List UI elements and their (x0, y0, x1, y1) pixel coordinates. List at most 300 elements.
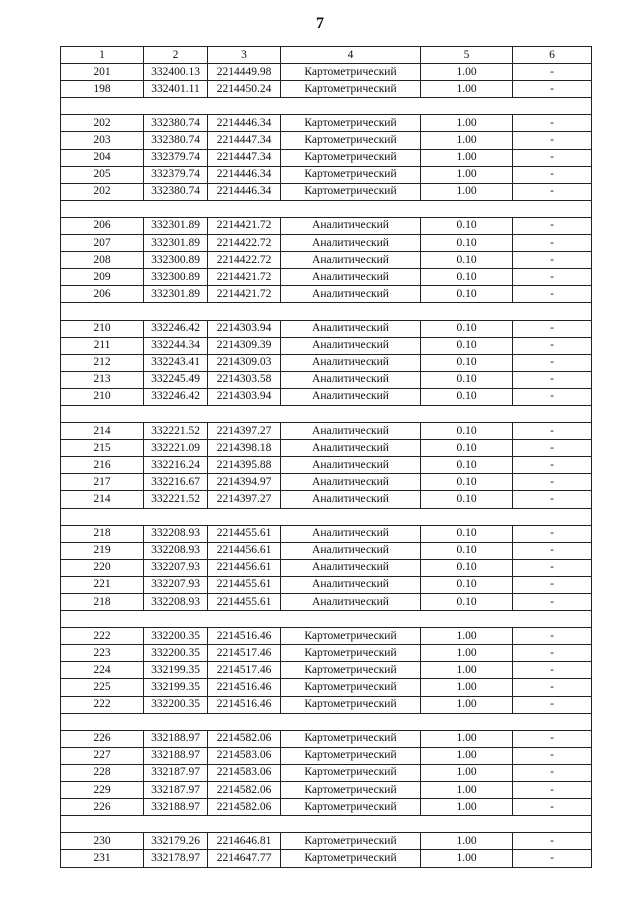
cell-point-number: 210 (61, 388, 144, 405)
cell-x-coordinate: 332199.35 (144, 662, 208, 679)
table-row (61, 64, 592, 81)
cell-note: - (513, 645, 592, 662)
table-row (61, 525, 592, 542)
cell-x-coordinate: 332221.09 (144, 440, 208, 457)
table-row (61, 576, 592, 593)
cell-point-number: 204 (61, 149, 144, 166)
cell-method: Аналитический (281, 457, 421, 474)
cell-y-coordinate (208, 611, 281, 628)
cell-point-number: 206 (61, 217, 144, 234)
table-row (61, 491, 592, 508)
cell-accuracy: 0.10 (421, 576, 513, 593)
cell-y-coordinate: 2214582.06 (208, 782, 281, 799)
cell-accuracy (421, 303, 513, 320)
cell-point-number: 214 (61, 491, 144, 508)
cell-accuracy (421, 713, 513, 730)
cell-y-coordinate (208, 713, 281, 730)
cell-point-number: 223 (61, 645, 144, 662)
cell-x-coordinate: 332246.42 (144, 320, 208, 337)
cell-x-coordinate: 332208.93 (144, 594, 208, 611)
cell-note (513, 508, 592, 525)
cell-method: Картометрический (281, 730, 421, 747)
cell-point-number (61, 98, 144, 115)
cell-point-number: 227 (61, 747, 144, 764)
cell-point-number: 216 (61, 457, 144, 474)
cell-y-coordinate: 2214450.24 (208, 81, 281, 98)
cell-note: - (513, 594, 592, 611)
cell-method: Аналитический (281, 354, 421, 371)
cell-method: Аналитический (281, 371, 421, 388)
cell-y-coordinate: 2214398.18 (208, 440, 281, 457)
cell-x-coordinate: 332208.93 (144, 525, 208, 542)
cell-note: - (513, 423, 592, 440)
cell-note: - (513, 217, 592, 234)
cell-point-number: 210 (61, 320, 144, 337)
cell-accuracy: 0.10 (421, 252, 513, 269)
cell-point-number: 202 (61, 183, 144, 200)
cell-method: Аналитический (281, 388, 421, 405)
cell-accuracy: 0.10 (421, 559, 513, 576)
cell-point-number (61, 405, 144, 422)
table-row (61, 371, 592, 388)
cell-point-number (61, 508, 144, 525)
cell-x-coordinate: 332207.93 (144, 559, 208, 576)
cell-method: Аналитический (281, 320, 421, 337)
cell-accuracy: 0.10 (421, 491, 513, 508)
cell-x-coordinate: 332245.49 (144, 371, 208, 388)
cell-y-coordinate (208, 98, 281, 115)
cell-method: Картометрический (281, 115, 421, 132)
table-row (61, 696, 592, 713)
cell-point-number: 205 (61, 166, 144, 183)
cell-x-coordinate: 332301.89 (144, 235, 208, 252)
cell-x-coordinate: 332179.26 (144, 833, 208, 850)
cell-accuracy: 1.00 (421, 183, 513, 200)
cell-accuracy: 1.00 (421, 764, 513, 781)
cell-method: Аналитический (281, 576, 421, 593)
cell-point-number: 230 (61, 833, 144, 850)
table-row (61, 747, 592, 764)
cell-y-coordinate: 2214517.46 (208, 645, 281, 662)
table-separator-row (61, 508, 592, 525)
cell-y-coordinate (208, 200, 281, 217)
cell-accuracy: 0.10 (421, 440, 513, 457)
cell-method: Картометрический (281, 645, 421, 662)
cell-y-coordinate: 2214647.77 (208, 850, 281, 867)
cell-note (513, 713, 592, 730)
header-cell-col2: 2 (144, 47, 208, 64)
cell-note: - (513, 782, 592, 799)
cell-note (513, 405, 592, 422)
cell-accuracy: 0.10 (421, 388, 513, 405)
cell-note: - (513, 337, 592, 354)
cell-note: - (513, 628, 592, 645)
cell-accuracy: 1.00 (421, 662, 513, 679)
cell-point-number: 225 (61, 679, 144, 696)
cell-point-number: 213 (61, 371, 144, 388)
cell-method: Аналитический (281, 235, 421, 252)
cell-point-number (61, 200, 144, 217)
cell-method: Картометрический (281, 149, 421, 166)
cell-method: Аналитический (281, 542, 421, 559)
cell-point-number: 224 (61, 662, 144, 679)
table-row (61, 542, 592, 559)
cell-note: - (513, 525, 592, 542)
cell-x-coordinate: 332243.41 (144, 354, 208, 371)
cell-x-coordinate (144, 303, 208, 320)
cell-y-coordinate: 2214421.72 (208, 286, 281, 303)
cell-note: - (513, 576, 592, 593)
cell-method (281, 816, 421, 833)
cell-y-coordinate: 2214447.34 (208, 132, 281, 149)
cell-y-coordinate: 2214516.46 (208, 628, 281, 645)
cell-y-coordinate: 2214309.03 (208, 354, 281, 371)
cell-accuracy (421, 98, 513, 115)
cell-x-coordinate: 332400.13 (144, 64, 208, 81)
cell-method: Картометрический (281, 132, 421, 149)
cell-x-coordinate: 332380.74 (144, 132, 208, 149)
cell-method: Картометрический (281, 764, 421, 781)
table-row (61, 320, 592, 337)
cell-note: - (513, 850, 592, 867)
cell-point-number: 211 (61, 337, 144, 354)
cell-method (281, 405, 421, 422)
cell-method: Картометрический (281, 782, 421, 799)
cell-accuracy: 0.10 (421, 217, 513, 234)
table-row (61, 764, 592, 781)
cell-accuracy: 1.00 (421, 850, 513, 867)
table-row (61, 217, 592, 234)
cell-x-coordinate: 332301.89 (144, 217, 208, 234)
cell-method: Картометрический (281, 166, 421, 183)
cell-method (281, 611, 421, 628)
cell-point-number: 217 (61, 474, 144, 491)
cell-note: - (513, 799, 592, 816)
cell-accuracy: 0.10 (421, 542, 513, 559)
table-row (61, 645, 592, 662)
cell-note: - (513, 491, 592, 508)
cell-y-coordinate: 2214582.06 (208, 730, 281, 747)
cell-point-number: 208 (61, 252, 144, 269)
cell-note (513, 816, 592, 833)
cell-x-coordinate (144, 611, 208, 628)
table-row (61, 440, 592, 457)
cell-x-coordinate: 332300.89 (144, 252, 208, 269)
cell-accuracy (421, 200, 513, 217)
cell-x-coordinate: 332216.67 (144, 474, 208, 491)
table-separator-row (61, 611, 592, 628)
cell-x-coordinate: 332200.35 (144, 628, 208, 645)
cell-y-coordinate: 2214397.27 (208, 491, 281, 508)
table-row (61, 354, 592, 371)
cell-x-coordinate: 332379.74 (144, 166, 208, 183)
cell-method: Аналитический (281, 423, 421, 440)
cell-point-number: 214 (61, 423, 144, 440)
cell-note: - (513, 149, 592, 166)
table-row (61, 269, 592, 286)
table-separator-row (61, 303, 592, 320)
cell-note: - (513, 662, 592, 679)
cell-method: Аналитический (281, 474, 421, 491)
table-separator-row (61, 713, 592, 730)
header-cell-col6: 6 (513, 47, 592, 64)
cell-method: Аналитический (281, 559, 421, 576)
cell-accuracy: 1.00 (421, 64, 513, 81)
cell-method: Картометрический (281, 183, 421, 200)
cell-method: Картометрический (281, 747, 421, 764)
cell-accuracy: 0.10 (421, 371, 513, 388)
cell-note: - (513, 286, 592, 303)
cell-x-coordinate (144, 200, 208, 217)
cell-x-coordinate: 332187.97 (144, 782, 208, 799)
cell-method: Аналитический (281, 217, 421, 234)
cell-y-coordinate: 2214455.61 (208, 594, 281, 611)
cell-accuracy: 1.00 (421, 679, 513, 696)
cell-y-coordinate: 2214447.34 (208, 149, 281, 166)
table-row (61, 457, 592, 474)
cell-point-number: 206 (61, 286, 144, 303)
cell-accuracy: 0.10 (421, 474, 513, 491)
cell-method: Аналитический (281, 252, 421, 269)
cell-accuracy: 0.10 (421, 235, 513, 252)
table-header (61, 47, 592, 64)
cell-point-number: 201 (61, 64, 144, 81)
cell-y-coordinate: 2214646.81 (208, 833, 281, 850)
cell-accuracy: 0.10 (421, 525, 513, 542)
cell-x-coordinate: 332221.52 (144, 423, 208, 440)
cell-x-coordinate: 332301.89 (144, 286, 208, 303)
header-cell-col4: 4 (281, 47, 421, 64)
cell-accuracy (421, 611, 513, 628)
cell-x-coordinate (144, 713, 208, 730)
cell-point-number (61, 713, 144, 730)
cell-y-coordinate: 2214397.27 (208, 423, 281, 440)
cell-x-coordinate: 332216.24 (144, 457, 208, 474)
cell-accuracy: 0.10 (421, 320, 513, 337)
cell-x-coordinate: 332221.52 (144, 491, 208, 508)
cell-note: - (513, 474, 592, 491)
cell-method: Картометрический (281, 833, 421, 850)
table-row (61, 149, 592, 166)
cell-y-coordinate (208, 816, 281, 833)
cell-note (513, 303, 592, 320)
cell-method: Аналитический (281, 440, 421, 457)
cell-y-coordinate: 2214455.61 (208, 576, 281, 593)
table-row (61, 662, 592, 679)
cell-accuracy: 1.00 (421, 149, 513, 166)
cell-note: - (513, 833, 592, 850)
cell-y-coordinate (208, 405, 281, 422)
table-row (61, 833, 592, 850)
table-row (61, 799, 592, 816)
cell-note (513, 611, 592, 628)
cell-y-coordinate: 2214303.94 (208, 388, 281, 405)
cell-accuracy: 0.10 (421, 457, 513, 474)
cell-y-coordinate: 2214421.72 (208, 269, 281, 286)
table-row (61, 166, 592, 183)
cell-x-coordinate: 332207.93 (144, 576, 208, 593)
cell-method: Аналитический (281, 491, 421, 508)
cell-accuracy: 1.00 (421, 782, 513, 799)
header-cell-col5: 5 (421, 47, 513, 64)
cell-method (281, 98, 421, 115)
cell-note: - (513, 132, 592, 149)
cell-accuracy: 1.00 (421, 132, 513, 149)
cell-method: Картометрический (281, 662, 421, 679)
cell-note: - (513, 166, 592, 183)
cell-x-coordinate: 332200.35 (144, 645, 208, 662)
cell-y-coordinate: 2214456.61 (208, 542, 281, 559)
cell-y-coordinate: 2214422.72 (208, 235, 281, 252)
table-row (61, 474, 592, 491)
cell-accuracy: 0.10 (421, 594, 513, 611)
cell-note: - (513, 371, 592, 388)
cell-point-number (61, 303, 144, 320)
cell-note: - (513, 764, 592, 781)
cell-y-coordinate: 2214517.46 (208, 662, 281, 679)
cell-y-coordinate: 2214446.34 (208, 115, 281, 132)
cell-point-number: 202 (61, 115, 144, 132)
cell-method: Картометрический (281, 628, 421, 645)
cell-note: - (513, 235, 592, 252)
cell-point-number: 215 (61, 440, 144, 457)
table-row (61, 115, 592, 132)
cell-x-coordinate: 332379.74 (144, 149, 208, 166)
table-row (61, 782, 592, 799)
cell-method: Аналитический (281, 269, 421, 286)
cell-point-number: 198 (61, 81, 144, 98)
table-separator-row (61, 200, 592, 217)
cell-method (281, 303, 421, 320)
cell-y-coordinate: 2214449.98 (208, 64, 281, 81)
cell-y-coordinate: 2214421.72 (208, 217, 281, 234)
cell-y-coordinate: 2214394.97 (208, 474, 281, 491)
cell-point-number: 212 (61, 354, 144, 371)
cell-method: Картометрический (281, 696, 421, 713)
cell-note: - (513, 730, 592, 747)
cell-point-number: 222 (61, 628, 144, 645)
cell-point-number: 209 (61, 269, 144, 286)
cell-accuracy (421, 508, 513, 525)
cell-x-coordinate: 332380.74 (144, 183, 208, 200)
cell-accuracy: 1.00 (421, 166, 513, 183)
cell-note: - (513, 542, 592, 559)
header-row (61, 47, 592, 64)
table-row (61, 388, 592, 405)
table-row (61, 559, 592, 576)
cell-note (513, 200, 592, 217)
table-row (61, 337, 592, 354)
cell-point-number: 228 (61, 764, 144, 781)
cell-y-coordinate: 2214303.94 (208, 320, 281, 337)
cell-point-number: 203 (61, 132, 144, 149)
cell-point-number: 220 (61, 559, 144, 576)
cell-y-coordinate: 2214446.34 (208, 166, 281, 183)
cell-y-coordinate: 2214583.06 (208, 747, 281, 764)
cell-y-coordinate: 2214582.06 (208, 799, 281, 816)
cell-x-coordinate: 332208.93 (144, 542, 208, 559)
cell-y-coordinate (208, 508, 281, 525)
cell-accuracy: 1.00 (421, 730, 513, 747)
cell-y-coordinate: 2214516.46 (208, 696, 281, 713)
cell-point-number: 221 (61, 576, 144, 593)
cell-point-number (61, 611, 144, 628)
cell-point-number: 226 (61, 730, 144, 747)
table-row (61, 132, 592, 149)
cell-y-coordinate: 2214446.34 (208, 183, 281, 200)
cell-y-coordinate: 2214309.39 (208, 337, 281, 354)
cell-method: Картометрический (281, 679, 421, 696)
cell-y-coordinate: 2214455.61 (208, 525, 281, 542)
header-cell-col1: 1 (61, 47, 144, 64)
cell-x-coordinate: 332246.42 (144, 388, 208, 405)
cell-x-coordinate: 332188.97 (144, 730, 208, 747)
cell-accuracy (421, 405, 513, 422)
table-row (61, 81, 592, 98)
table-row (61, 235, 592, 252)
table-separator-row (61, 98, 592, 115)
header-cell-col3: 3 (208, 47, 281, 64)
cell-accuracy: 0.10 (421, 286, 513, 303)
cell-x-coordinate: 332380.74 (144, 115, 208, 132)
cell-x-coordinate: 332244.34 (144, 337, 208, 354)
cell-point-number (61, 816, 144, 833)
cell-note: - (513, 269, 592, 286)
cell-note: - (513, 440, 592, 457)
table-row (61, 730, 592, 747)
cell-method: Картометрический (281, 64, 421, 81)
cell-accuracy: 1.00 (421, 799, 513, 816)
cell-point-number: 229 (61, 782, 144, 799)
table-row (61, 183, 592, 200)
cell-note: - (513, 388, 592, 405)
cell-point-number: 226 (61, 799, 144, 816)
table-row (61, 628, 592, 645)
cell-note: - (513, 696, 592, 713)
cell-x-coordinate: 332200.35 (144, 696, 208, 713)
cell-x-coordinate: 332178.97 (144, 850, 208, 867)
cell-y-coordinate: 2214456.61 (208, 559, 281, 576)
cell-point-number: 231 (61, 850, 144, 867)
cell-note: - (513, 115, 592, 132)
cell-point-number: 207 (61, 235, 144, 252)
table-body (61, 64, 592, 867)
cell-note: - (513, 457, 592, 474)
cell-note: - (513, 320, 592, 337)
cell-note: - (513, 354, 592, 371)
table-row (61, 286, 592, 303)
cell-x-coordinate (144, 98, 208, 115)
cell-method: Картометрический (281, 81, 421, 98)
cell-accuracy: 1.00 (421, 81, 513, 98)
cell-accuracy: 1.00 (421, 628, 513, 645)
cell-note: - (513, 81, 592, 98)
cell-accuracy: 0.10 (421, 269, 513, 286)
table-row (61, 594, 592, 611)
cell-method: Аналитический (281, 337, 421, 354)
cell-accuracy: 0.10 (421, 354, 513, 371)
table-row (61, 423, 592, 440)
table-separator-row (61, 816, 592, 833)
cell-accuracy: 1.00 (421, 115, 513, 132)
table-row (61, 252, 592, 269)
cell-y-coordinate: 2214583.06 (208, 764, 281, 781)
cell-x-coordinate (144, 508, 208, 525)
cell-method (281, 713, 421, 730)
cell-x-coordinate: 332199.35 (144, 679, 208, 696)
cell-point-number: 218 (61, 594, 144, 611)
cell-y-coordinate: 2214395.88 (208, 457, 281, 474)
